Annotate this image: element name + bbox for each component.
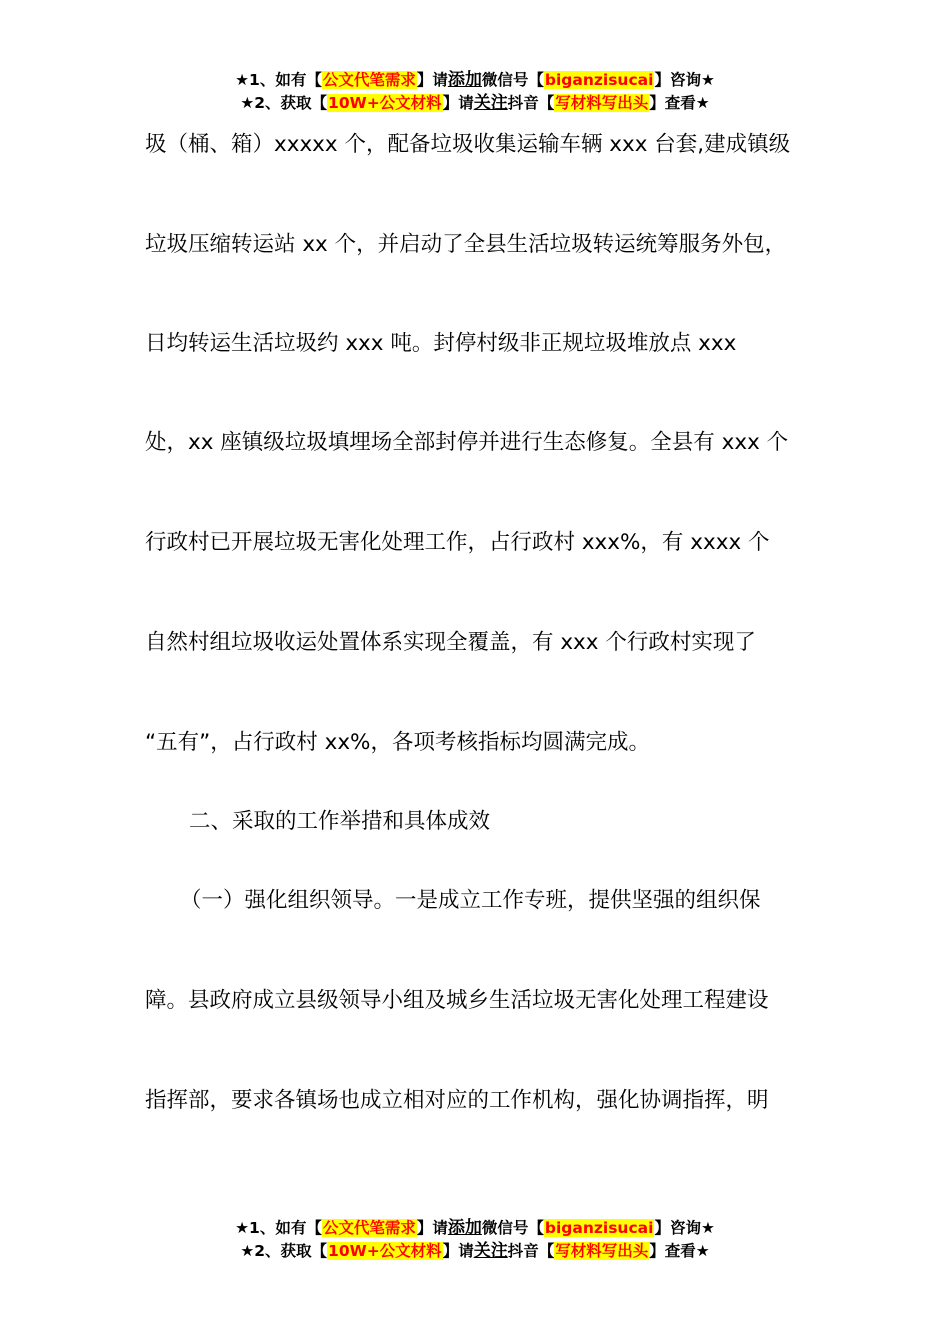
banner-emphasis: 关注 <box>473 93 508 113</box>
banner-highlight: 公文代笔需求 <box>322 71 416 89</box>
banner-text: 】咨询★ <box>654 1219 715 1237</box>
banner-text: 】请 <box>416 1219 448 1237</box>
body-line: 自然村组垃圾收运处置体系实现全覆盖，有 xxx 个行政村实现了 <box>145 630 756 655</box>
banner-highlight: 10W+公文材料 <box>328 1242 442 1260</box>
banner-text: 】咨询★ <box>654 71 715 89</box>
section-heading: 二、采取的工作举措和具体成效 <box>189 809 491 834</box>
body-line: 垃圾压缩转运站 xx 个，并启动了全县生活垃圾转运统筹服务外包， <box>145 232 787 257</box>
banner-highlight: 写材料写出头 <box>555 94 649 112</box>
footer-banner <box>0 1217 950 1263</box>
banner-text: 】查看★ <box>649 1242 710 1260</box>
banner-text: 】请 <box>442 94 474 112</box>
banner-text: ★1、如有【 <box>235 71 322 89</box>
banner-text: 】请 <box>416 71 448 89</box>
subsection-heading: （一）强化组织领导。一是成立工作专班，提供坚强的组织保 <box>180 888 761 913</box>
banner-text: 微信号【 <box>481 71 544 89</box>
body-line: 行政村已开展垃圾无害化处理工作，占行政村 xxx%，有 xxxx 个 <box>145 530 770 555</box>
banner-text: 微信号【 <box>481 1219 544 1237</box>
banner-text: 】请 <box>442 1242 474 1260</box>
banner-emphasis: 添加 <box>447 1218 482 1238</box>
body-line: “五有”，占行政村 xx%，各项考核指标均圆满完成。 <box>145 730 650 755</box>
banner-text: 】查看★ <box>649 94 710 112</box>
banner-emphasis: 关注 <box>473 1241 508 1261</box>
banner-highlight: biganzisucai <box>544 1219 654 1237</box>
banner-text: ★1、如有【 <box>235 1219 322 1237</box>
banner-highlight: 10W+公文材料 <box>328 94 442 112</box>
banner-highlight: 写材料写出头 <box>555 1242 649 1260</box>
banner-text: ★2、获取【 <box>240 1242 328 1260</box>
body-line: 处，xx 座镇级垃圾填埋场全部封停并进行生态修复。全县有 xxx 个 <box>145 430 789 455</box>
body-line: 圾（桶、箱）xxxxx 个，配备垃圾收集运输车辆 xxx 台套,建成镇级 <box>145 132 791 157</box>
body-line: 障。县政府成立县级领导小组及城乡生活垃圾无害化处理工程建设 <box>145 988 769 1013</box>
banner-highlight: 公文代笔需求 <box>322 1219 416 1237</box>
banner-line-2 <box>0 92 950 115</box>
banner-text: 抖音【 <box>507 94 555 112</box>
banner-line-2 <box>0 1240 950 1263</box>
body-line: 日均转运生活垃圾约 xxx 吨。封停村级非正规垃圾堆放点 xxx <box>145 331 737 356</box>
banner-emphasis: 添加 <box>447 70 482 90</box>
body-line: 指挥部，要求各镇场也成立相对应的工作机构，强化协调指挥，明 <box>145 1088 769 1113</box>
banner-highlight: biganzisucai <box>544 71 654 89</box>
banner-text: 抖音【 <box>507 1242 555 1260</box>
banner-text: ★2、获取【 <box>240 94 328 112</box>
banner-line-1 <box>0 69 950 92</box>
banner-line-1 <box>0 1217 950 1240</box>
header-banner <box>0 69 950 115</box>
